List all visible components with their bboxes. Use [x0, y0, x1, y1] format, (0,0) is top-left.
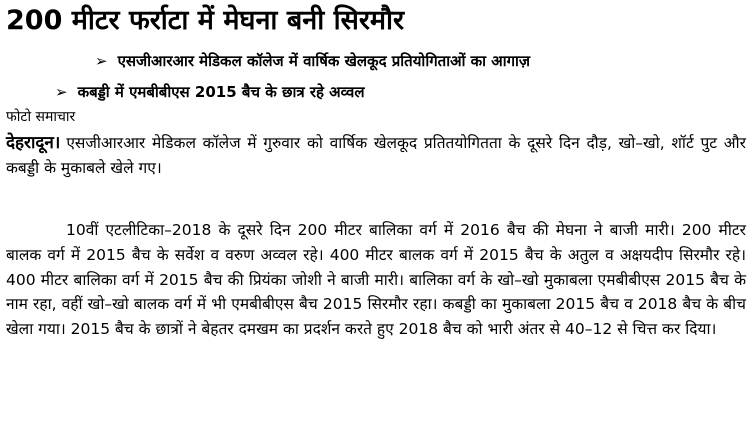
paragraph-text: एसजीआरआर मेडिकल कॉलेज में गुरुवार को वार्षिक खेलकूद प्रतितयोगितता के दूसरे दिन दौड़, खो–खो, शॉर्ट पुट और कबड्डी के मुकाबले खेले गए। — [6, 134, 746, 177]
headline: 200 मीटर फर्राटा में मेघना बनी सिरमौर — [6, 5, 405, 36]
arrow-bullet-icon: ➢ — [55, 83, 68, 101]
subheadline-text: एसजीआरआर मेडिकल कॉलेज में वार्षिक खेलकूद प्रतियोगिताओं का आगाज़ — [117, 52, 531, 70]
body-paragraph: 10वीं एटलीटिका–2018 के दूसरे दिन 200 मीटर बालिका वर्ग में 2016 बैच की मेघना ने बाजी मारी। 200 मीटर बालक वर्ग में 2015 बैच के सर्वेश व वरुण अव्वल रहे। 400 मीटर बालक वर्ग में 2015 बैच के अतुल व अक्षयदीप सिरमौर रहे। 400 मीटर बालिका वर्ग में 2015 बैच की प्रियंका जोशी ने बाजी मारी। बालिका वर्ग के खो–खो मुकाबला एमबीबीएस 2015 बैच के नाम रहा, वहीं खो–खो बालक वर्ग में भी एमबीबीएस बैच 2015 सिरमौर रहा। कबड्डी का मुकाबला 2015 बैच व 2018 बैच के बीच खेला गया। 2015 बैच के छात्रों ने बेहतर दमखम का प्रदर्शन करते हुए 2018 बैच को भारी अंतर से 40–12 से चित्त कर दिया। — [6, 221, 746, 339]
dateline: देहरादून। — [6, 133, 61, 153]
photo-credit: फोटो समाचार — [6, 109, 76, 125]
arrow-bullet-icon: ➢ — [95, 52, 108, 70]
subheadline — [95, 50, 530, 72]
body-paragraph — [6, 131, 746, 181]
subheadline — [55, 81, 365, 103]
subheadline-text: कबड्डी में एमबीबीएस 2015 बैच के छात्र रहे अव्वल — [77, 83, 365, 101]
